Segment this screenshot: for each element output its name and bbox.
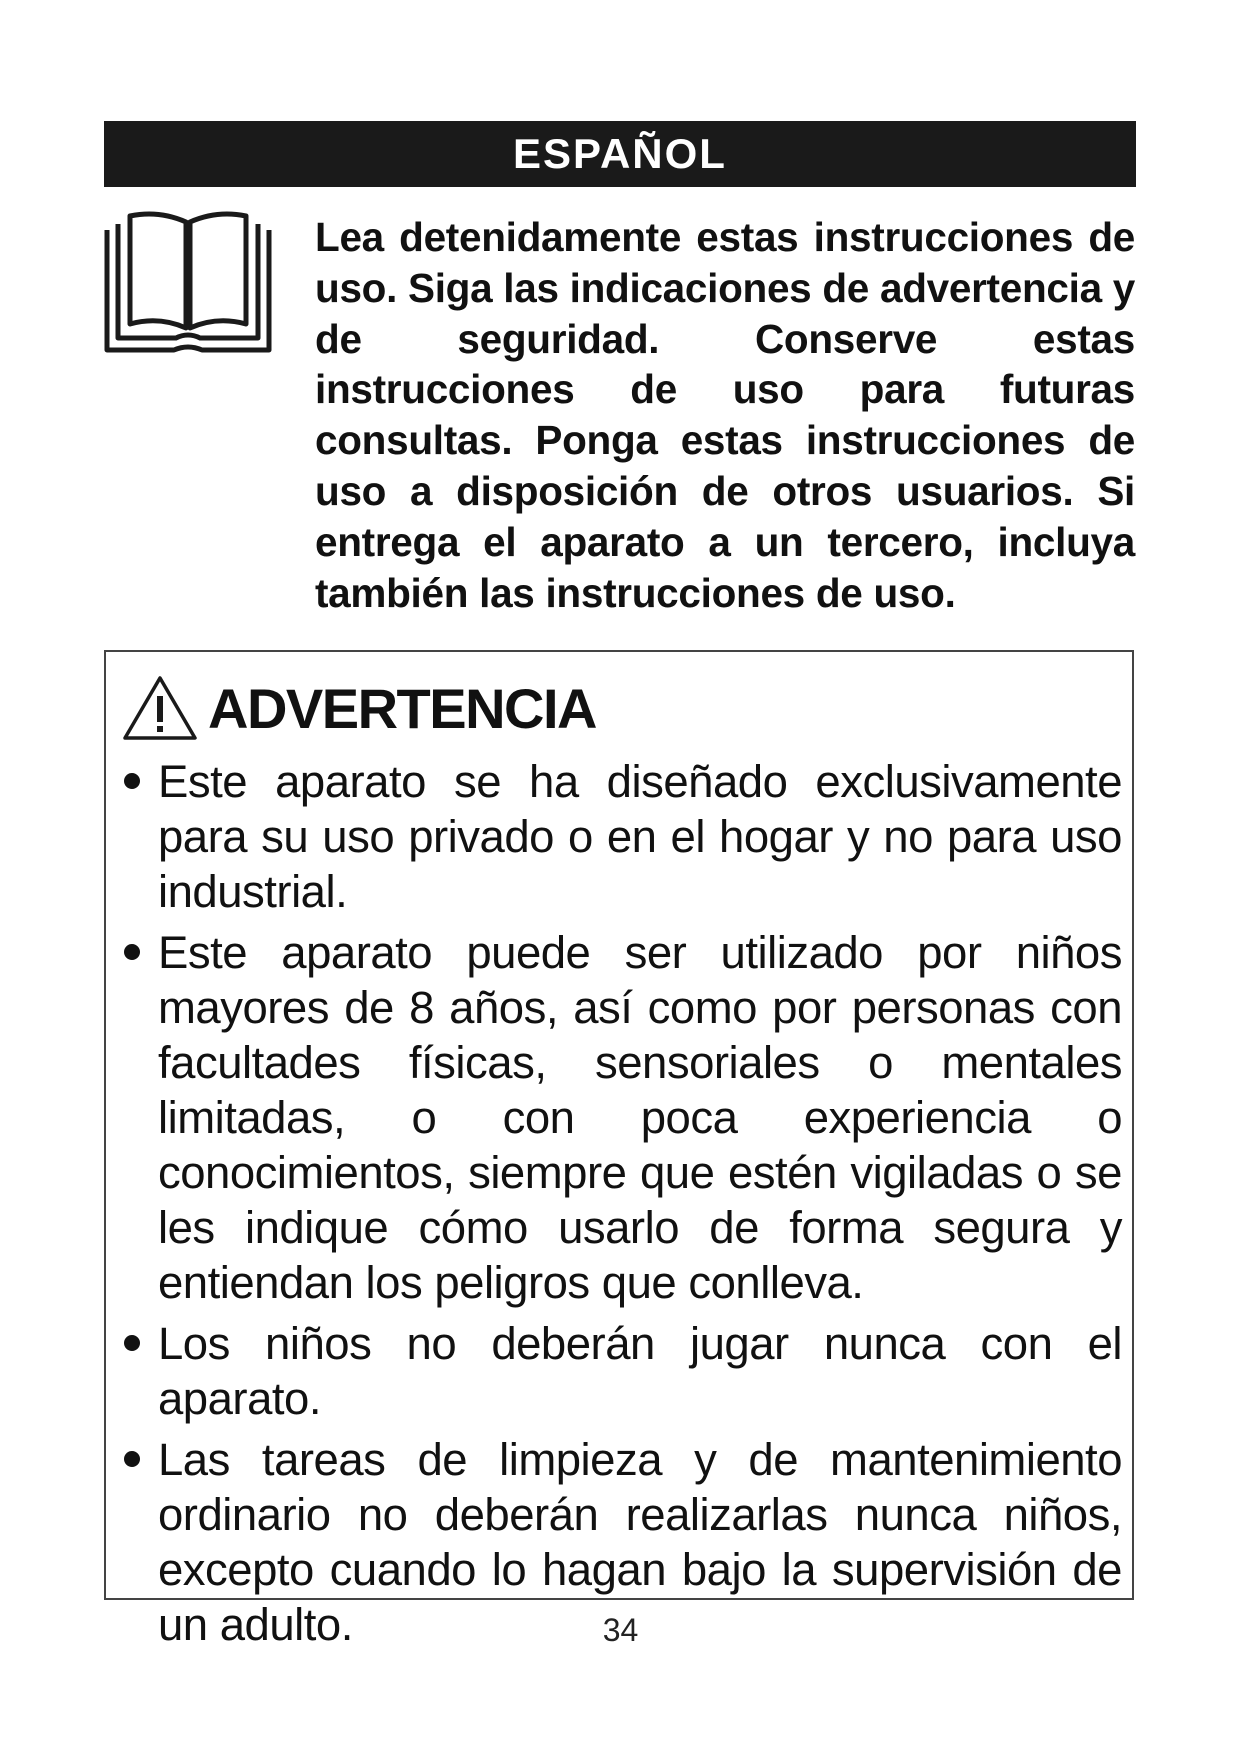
language-header bbox=[104, 121, 1136, 187]
list-item bbox=[122, 1316, 1122, 1426]
intro-paragraph: Lea detenidamente estas instrucciones de uso. Siga las indicaciones de advertencia y de seguridad. Conserve estas instrucciones de uso para futuras consultas. Ponga estas instrucciones de uso a disposición de otros usuarios. Si entrega el aparato a un tercero, incluya también las instrucciones de uso. bbox=[315, 214, 1135, 616]
bullet-icon bbox=[124, 944, 140, 960]
list-item bbox=[122, 925, 1122, 1310]
warning-triangle-icon bbox=[122, 674, 198, 742]
warning-item-text: Los niños no deberán jugar nunca con el aparato. bbox=[158, 1318, 1122, 1424]
list-item bbox=[122, 754, 1122, 919]
bullet-icon bbox=[124, 773, 140, 789]
language-label: ESPAÑOL bbox=[513, 130, 727, 177]
warning-item-text: Este aparato se ha diseñado exclusivamente para su uso privado o en el hogar y no para uso industrial. bbox=[158, 756, 1122, 917]
warning-title: ADVERTENCIA bbox=[208, 676, 596, 740]
bullet-icon bbox=[124, 1451, 140, 1467]
warning-header bbox=[122, 672, 596, 744]
warning-item-text: Las tareas de limpieza y de mantenimiento ordinario no deberán realizarlas nunca niños, excepto cuando lo hagan bajo la supervisión de un adulto. bbox=[158, 1434, 1122, 1650]
warning-item-text: Este aparato puede ser utilizado por niños mayores de 8 años, así como por personas con facultades físicas, sensoriales o mentales limitadas, o con poca experiencia o conocimientos, siempre que estén vigiladas o se les indique cómo usarlo de forma segura y entiendan los peligros que conlleva. bbox=[158, 927, 1122, 1308]
page-number: 34 bbox=[602, 1612, 639, 1648]
bullet-icon bbox=[124, 1335, 140, 1351]
warning-list bbox=[122, 754, 1122, 1658]
open-book-icon bbox=[104, 210, 272, 360]
